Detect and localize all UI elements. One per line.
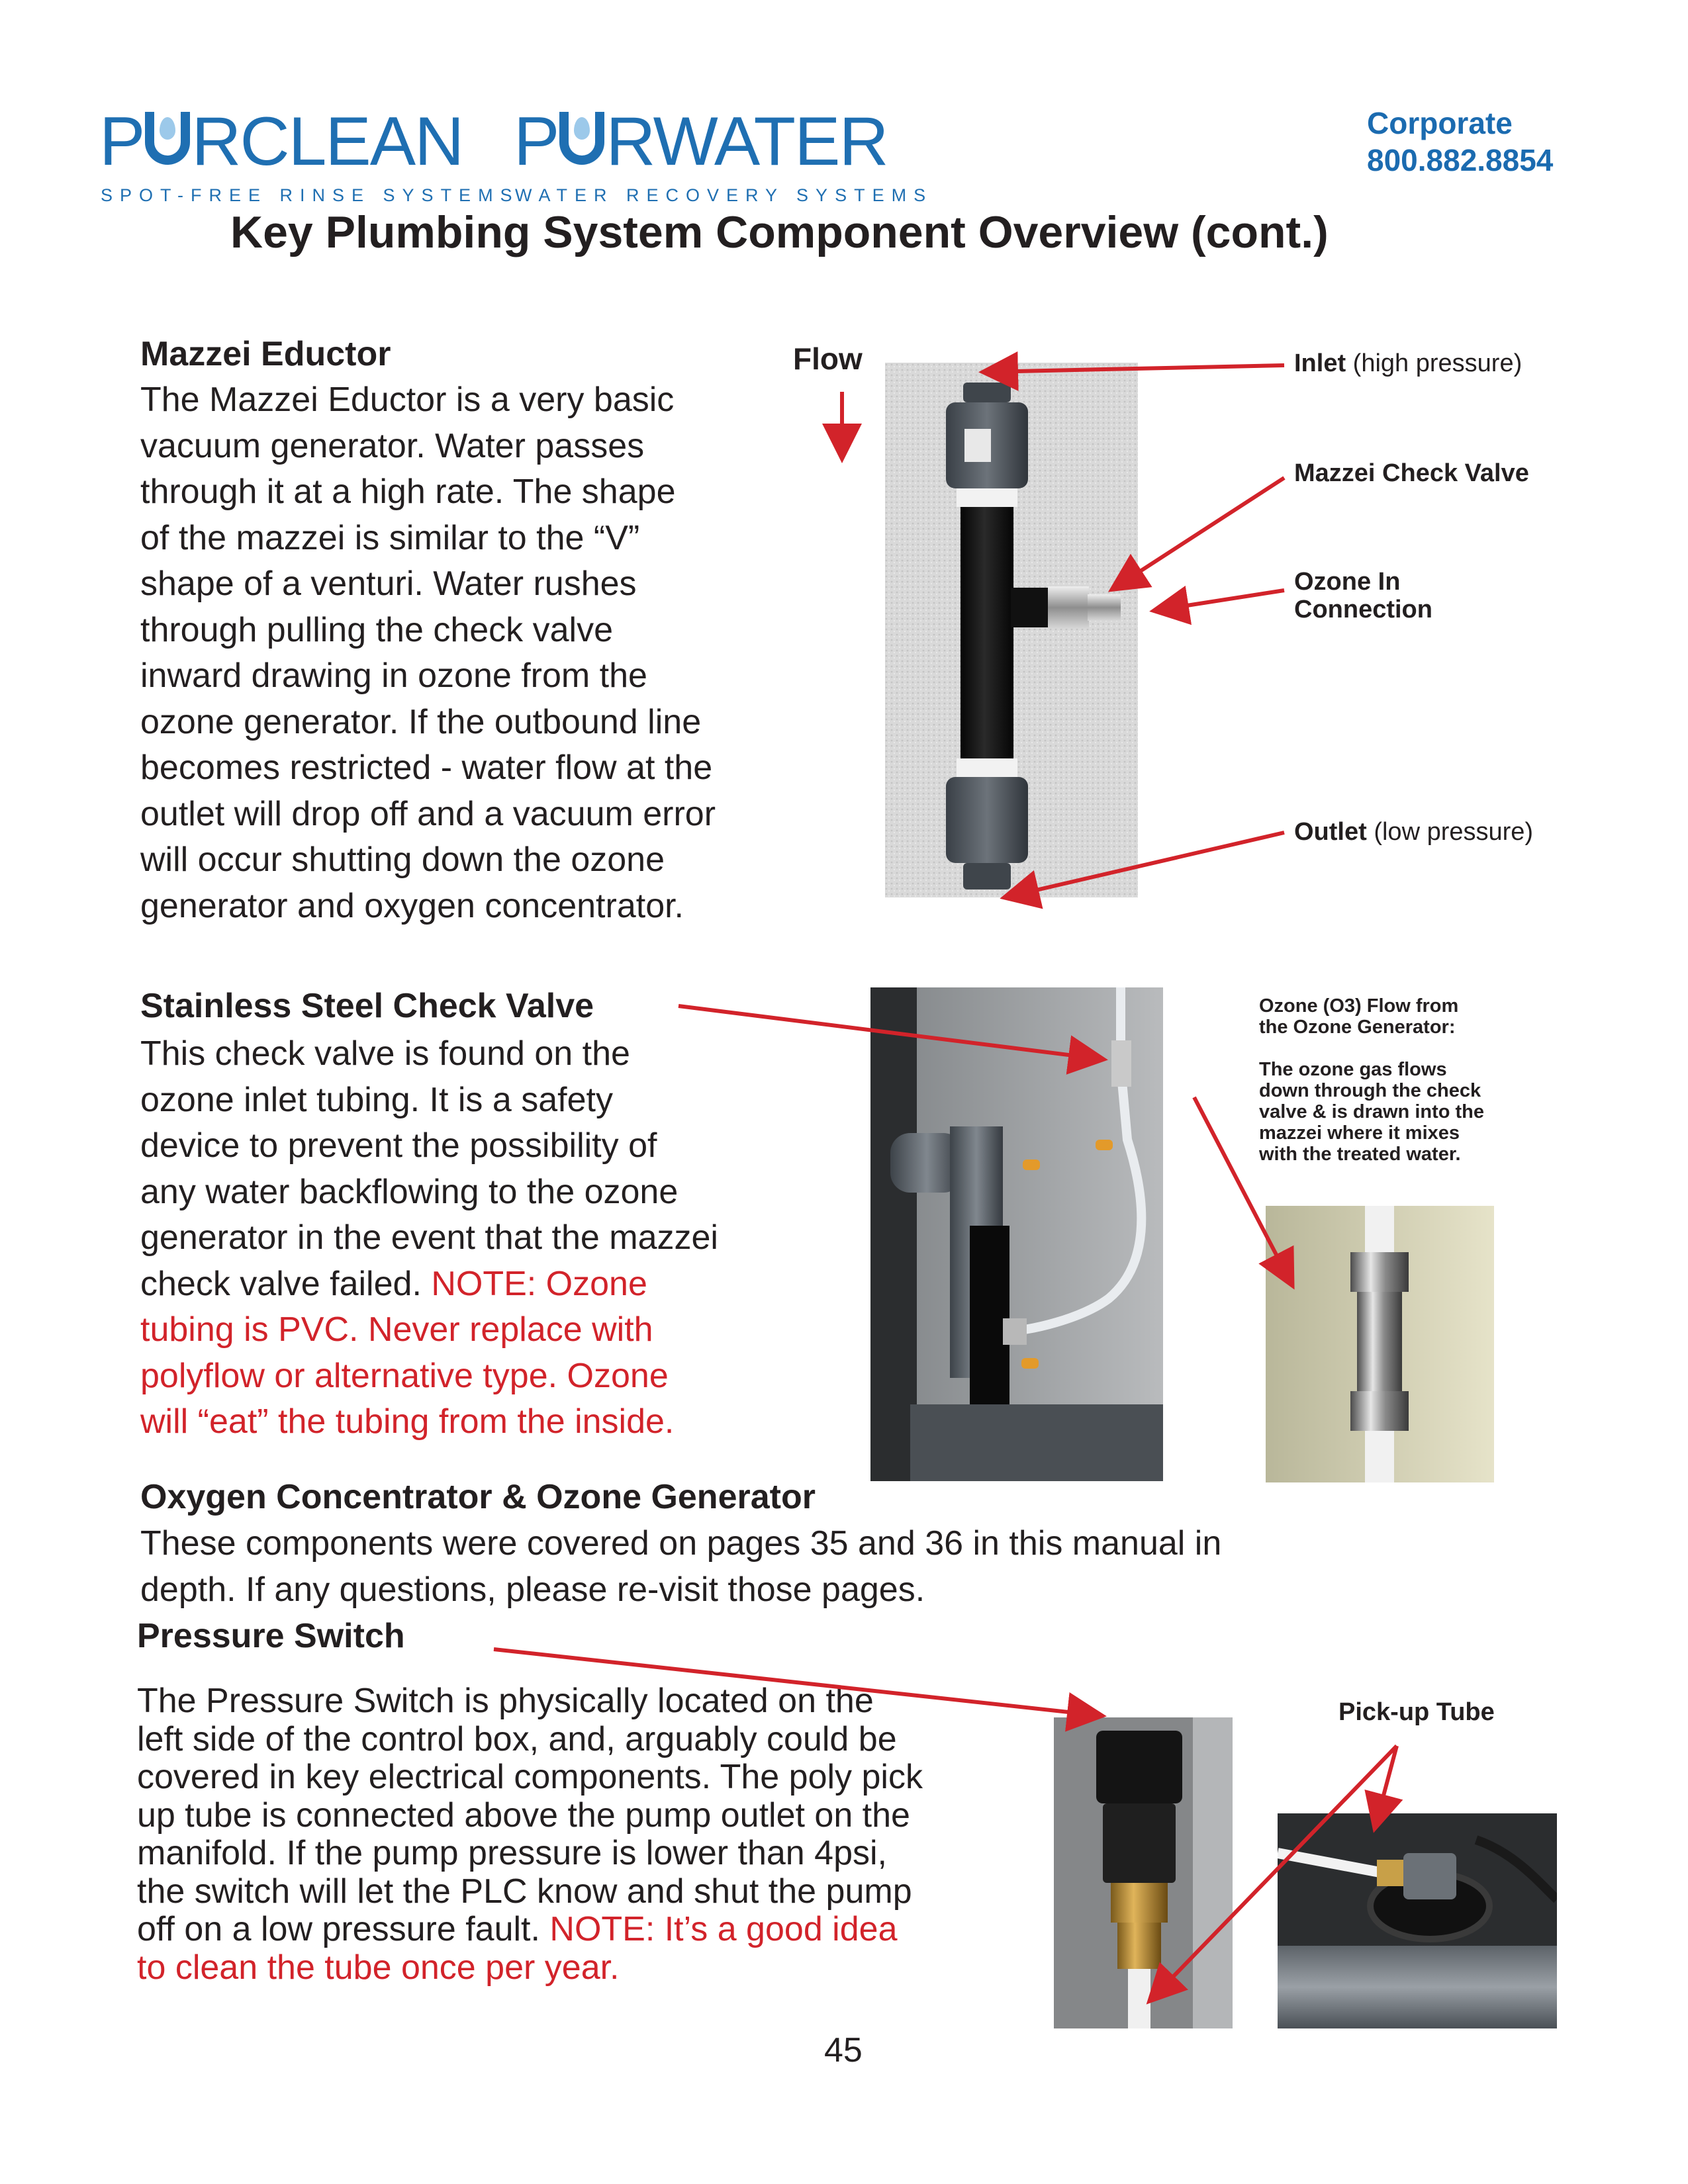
inlet-arrow [986, 365, 1284, 372]
page-number: 45 [824, 2031, 863, 2070]
inlet-label: Inlet (high pressure) [1294, 349, 1523, 377]
purclean-logo: P RCLEAN SPOT-FREE RINSE SYSTEMS [99, 103, 520, 205]
pressure-switch-arrow [494, 1649, 1099, 1715]
pressure-switch-description: The Pressure Switch is physically located on the left side of the control box, and, arguably could be covered in key electrical components. The poly pick up tube is connected above the pump outlet on the manifold. If the pump pressure is lower than 4psi, the switch will let the PLC know and shut the pump off on a low pressure fault. NOTE: It’s a good idea to clean the tube once per year. [137, 1682, 923, 1987]
outlet-arrow [1008, 833, 1284, 897]
outlet-label: Outlet (low pressure) [1294, 818, 1534, 846]
flow-label: Flow [793, 341, 863, 376]
pressure-switch-heading: Pressure Switch [137, 1617, 405, 1655]
check-valve-arrow [1115, 478, 1284, 588]
pickup-tube-label: Pick-up Tube [1338, 1698, 1495, 1726]
mazzei-heading: Mazzei Eductor [140, 335, 391, 373]
check-valve-heading: Stainless Steel Check Valve [140, 987, 594, 1025]
ozone-in-arrow [1157, 590, 1284, 610]
check-valve-install-arrow [679, 1006, 1100, 1059]
oxygen-heading: Oxygen Concentrator & Ozone Generator [140, 1478, 816, 1516]
oxygen-description: These components were covered on pages 35 and 36 in this manual in depth. If any questions, please re-visit those pages. [140, 1524, 1222, 1609]
pickup-tube-arrow-2 [1152, 1746, 1397, 1999]
purwater-logo: P RWATER WATER RECOVERY SYSTEMS [514, 103, 933, 205]
check-valve-closeup-arrow [1194, 1097, 1291, 1283]
purclean-tagline: SPOT-FREE RINSE SYSTEMS [101, 185, 520, 205]
mazzei-description: The Mazzei Eductor is a very basic vacuum generator. Water passes through it at a high rate. The shape of the mazzei is similar to the “V” shape of a venturi. Water rushes through pulling the check valve inward drawing in ozone from the ozone generator. If the outbound line becomes restricted - water flow at the outlet will drop off and a vacuum error will occur shutting down the ozone generator and oxygen concentrator. [140, 381, 716, 925]
purwater-tagline: WATER RECOVERY SYSTEMS [515, 185, 933, 205]
corporate-label: Corporate [1367, 106, 1513, 140]
corporate-phone: 800.882.8854 [1367, 143, 1554, 177]
page-title: Key Plumbing System Component Overview (cont.) [230, 207, 1329, 257]
check-valve-description: This check valve is found on the ozone inlet tubing. It is a safety device to prevent the possibility of any water backflowing to the ozone generator in the event that the mazzei check valve failed. NOTE: Ozone tubing is PVC. Never replace with polyflow or alternative type. Ozone will “eat” the tubing from the inside. [140, 1034, 718, 1441]
mazzei-check-valve-label: Mazzei Check Valve [1294, 459, 1529, 487]
ozone-flow-note: Ozone (O3) Flow from the Ozone Generator: The ozone gas flows down through the check valve & is drawn into the mazzei where it mixes with the treated water. [1259, 995, 1485, 1165]
ozone-in-connection-label: Ozone In Connection [1294, 568, 1432, 623]
